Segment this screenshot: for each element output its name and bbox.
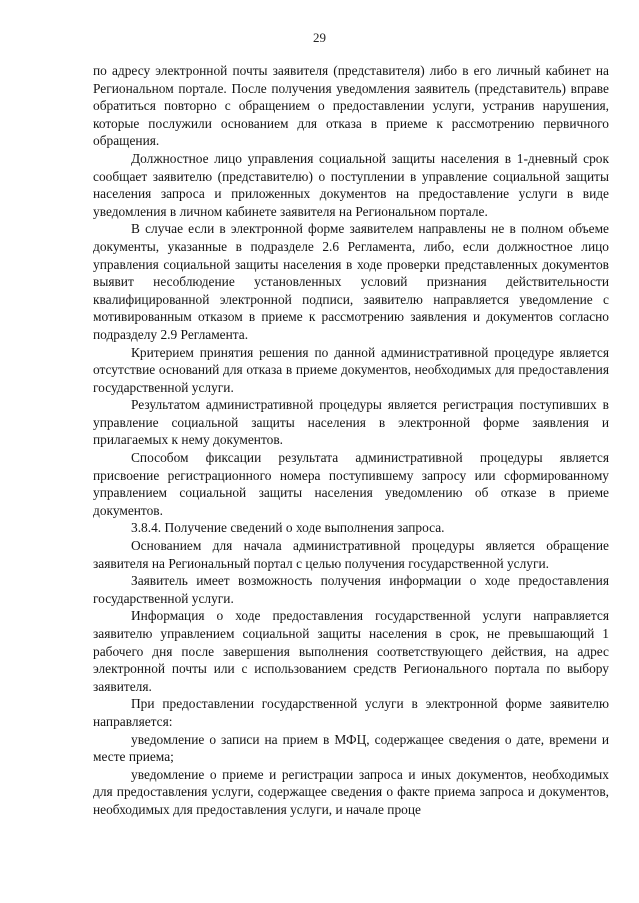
page-number: 29 <box>313 30 326 45</box>
paragraph-electronic-form: При предоставлении государственной услуги в электронной форме заявителю направляется: <box>93 696 609 729</box>
document-body <box>93 62 609 819</box>
paragraph-procedure-basis: Основанием для начала административной процедуры является обращение заявителя на Региональный портал с целью получения государственной услуги. <box>93 538 609 571</box>
paragraph-applicant-information: Заявитель имеет возможность получения информации о ходе предоставления государственной услуги. <box>93 573 609 606</box>
paragraph-continued: по адресу электронной почты заявителя (представителя) либо в его личный кабинет на Региональном портале. После получения уведомления заявитель (представитель) вправе обратиться повторно с обращением о предоставлении услуги, устранив нарушения, которые послужили основанием для отказа в приеме к рассмотрению первичного обращения. <box>93 63 609 149</box>
list-item-registration-notice: уведомление о приеме и регистрации запроса и иных документов, необходимых для предоставления услуги, содержащее сведения о факте приема запроса и документов, необходимых для предоставления услуги, и начале проце <box>93 766 609 817</box>
paragraph-procedure-result: Результатом административной процедуры является регистрация поступивших в управление социальной защиты населения в электронной форме заявления и прилагаемых к нему документов. <box>93 397 609 448</box>
section-heading-3-8-4: 3.8.4. Получение сведений о ходе выполнения запроса. <box>131 520 445 536</box>
paragraph-official-notification: Должностное лицо управления социальной защиты населения в 1-дневный срок сообщает заявителю (представителю) о поступлении в управление социальной защиты населения запроса и приложенных документов на предоставление услуги в виде уведомления в личном кабинете заявителя на Региональном портале. <box>93 150 609 219</box>
paragraph-result-recording: Способом фиксации результата административной процедуры является присвоение регистрационного номера поступившему запросу или сформированному управлением социальной защиты населения уведомлению об отказе в приеме документов. <box>93 450 609 518</box>
paragraph-incomplete-documents: В случае если в электронной форме заявителем направлены не в полном объеме документы, указанные в подразделе 2.6 Регламента, либо, если должностное лицо управления социальной защиты населения в ходе проверки представленных документов выявит несоблюдение установленных условий признания действительности квалифицированной электронной подписи, заявителю направляется уведомление с мотивированным отказом в приеме к рассмотрению заявления и документов согласно подразделу 2.9 Регламента. <box>93 221 609 342</box>
list-item-appointment-notice: уведомление о записи на прием в МФЦ, содержащее сведения о дате, времени и месте приема; <box>93 731 609 765</box>
paragraph-decision-criterion: Критерием принятия решения по данной административной процедуре является отсутствие оснований для отказа в приеме документов, необходимых для предоставления государственной услуги. <box>93 344 609 395</box>
paragraph-progress-information: Информация о ходе предоставления государственной услуги направляется заявителю управлением социальной защиты населения в срок, не превышающий 1 рабочего дня после завершения выполнения соответствующего действия, на адрес электронной почты или с использованием средств Регионального портала по выбору заявителя. <box>93 608 609 694</box>
